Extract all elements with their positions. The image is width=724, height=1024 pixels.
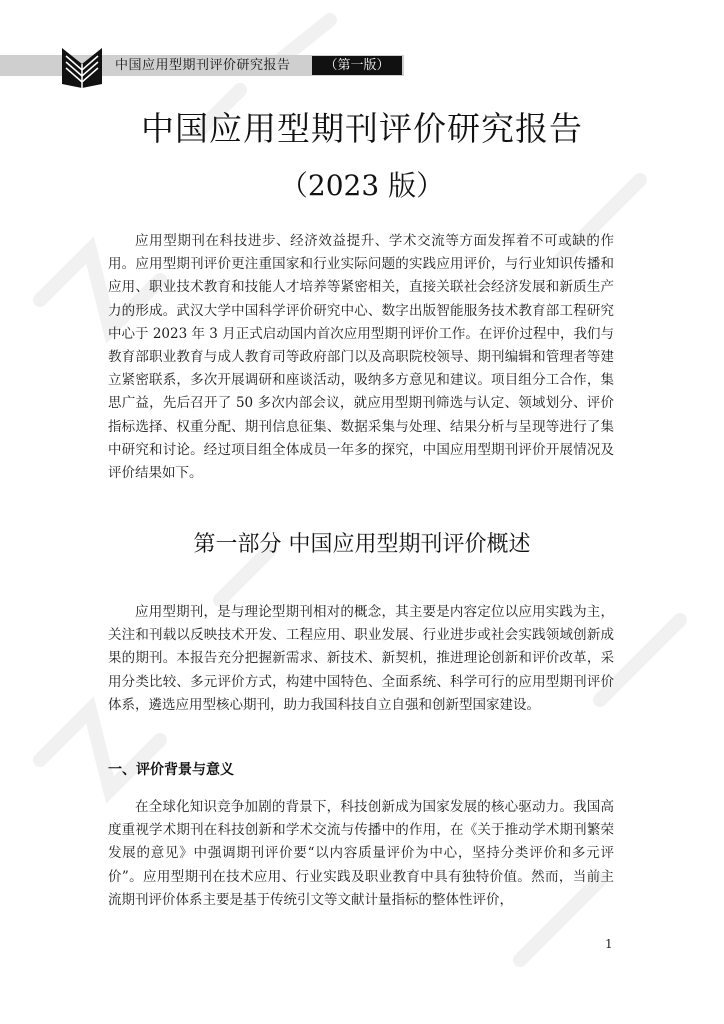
- section-paragraph: 应用型期刊，是与理论型期刊相对的概念，其主要是内容定位以应用实践为主，关注和刊载以反映技术开发、工程应用、职业发展、行业进步或社会实践领域创新成果的期刊。本报告充分把握新需求、新技术、新契机，推进理论创新和评价改革，采用分类比较、多元评价方式，构建中国特色、全面系统、科学可行的应用型期刊评价体系，遴选应用型核心期刊，助力我国科技自立自强和创新型国家建设。: [108, 604, 614, 713]
- open-book-icon: [60, 44, 104, 88]
- section-heading: 第一部分 中国应用型期刊评价概述: [193, 532, 531, 557]
- page-subtitle: （2023 版）: [279, 169, 445, 202]
- subsection-paragraph: 在全球化知识竞争加剧的背景下，科技创新成为国家发展的核心驱动力。我国高度重视学术期刊在科技创新和学术交流与传播中的作用，在《关于推动学术期刊繁荣发展的意见》中强调期刊评价要“以内容质量评价为中心，坚持分类评价和多元评价”。应用型期刊在技术应用、行业实践及职业教育中具有独特价值。然而，当前主流期刊评价体系主要是基于传统引文等文献计量指标的整体性评价，: [108, 799, 614, 908]
- subsection-heading: 一、评价背景与意义: [108, 762, 234, 778]
- page-number: 1: [605, 937, 613, 951]
- page-title: 中国应用型期刊评价研究报告: [141, 109, 583, 148]
- running-header-title: 中国应用型期刊评价研究报告: [115, 58, 291, 73]
- edition-badge: （第一版）: [312, 56, 402, 75]
- intro-paragraph: 应用型期刊在科技进步、经济效益提升、学术交流等方面发挥着不可或缺的作用。应用型期刊评价更注重国家和行业实际问题的实践应用评价，与行业知识传播和应用、职业技术教育和技能人才培养等紧密相关，直接关联社会经济发展和新质生产力的形成。武汉大学中国科学评价研究中心、数字出版智能服务技术教育部工程研究中心于 2023 年 3 月正式启动国内首次应用型期刊评价工作。在评价过程中，我们与教育部职业教育与成人教育司等政府部门以及高职院校领导、期刊编辑和管理者等建立紧密联系，多次开展调研和座谈活动，吸纳多方意见和建议。项目组分工合作，集思广益，先后召开了 50 多次内部会议，就应用型期刊筛选与认定、领域划分、评价指标选择、权重分配、期刊信息征集、数据采集与处理、结果分析与呈现等进行了集中研究和讨论。经过项目组全体成员一年多的探究，中国应用型期刊评价开展情况及评价结果如下。: [108, 233, 614, 482]
